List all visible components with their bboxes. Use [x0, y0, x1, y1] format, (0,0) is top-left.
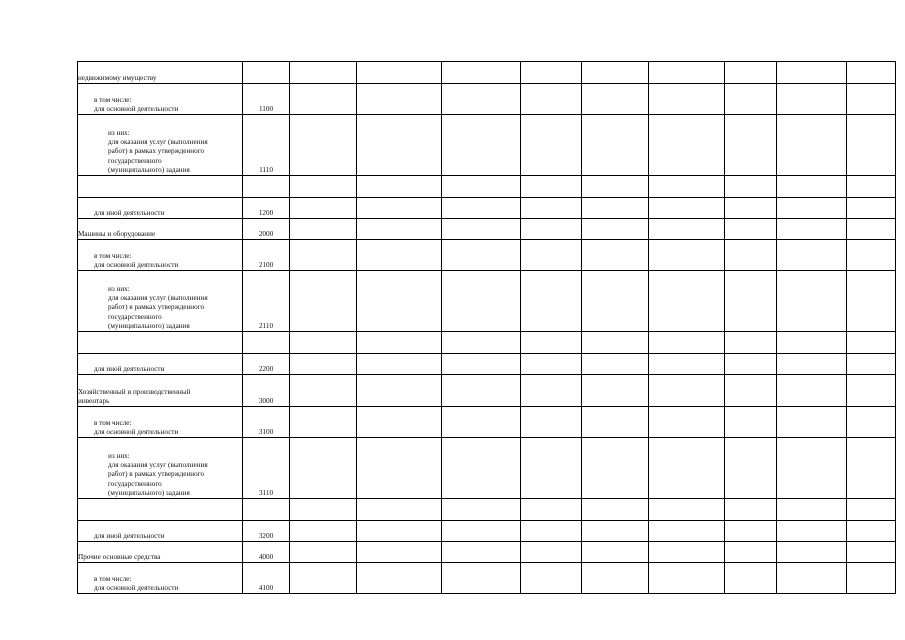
value-cell: [357, 219, 442, 240]
table-row: [78, 542, 896, 563]
value-cell: [290, 332, 357, 354]
value-cell: [649, 332, 725, 354]
value-cell: [725, 271, 777, 332]
row-label-prefix: в том числе:: [94, 574, 132, 583]
row-label-line: работ) в рамках утвержденного: [108, 147, 205, 156]
row-label-line: инвентарь: [78, 396, 110, 405]
row-label-line: для оказания услуг (выполнения: [108, 138, 208, 147]
value-cell: [290, 542, 357, 563]
row-label-line: для оказания услуг (выполнения: [108, 461, 208, 470]
value-cell: [582, 563, 649, 594]
row-label-line: работ) в рамках утвержденного: [108, 303, 205, 312]
row-code-cell: [243, 563, 290, 594]
row-label-text: для иной деятельности: [94, 208, 165, 217]
value-cell: [521, 332, 582, 354]
value-cell: [442, 271, 521, 332]
row-code: 1100: [258, 104, 274, 113]
table-row: [78, 115, 896, 176]
row-label-line: (муниципального) задания: [108, 321, 190, 330]
value-cell: [847, 84, 896, 115]
value-cell: [777, 198, 847, 219]
value-cell: [725, 332, 777, 354]
value-cell: [521, 115, 582, 176]
row-label-cell: [78, 332, 243, 354]
row-label-line: (муниципального) задания: [108, 165, 190, 174]
value-cell: [777, 62, 847, 84]
value-cell: [290, 563, 357, 594]
value-cell: [290, 84, 357, 115]
row-code-cell: [243, 198, 290, 219]
value-cell: [725, 219, 777, 240]
value-cell: [357, 271, 442, 332]
value-cell: [357, 354, 442, 375]
value-cell: [725, 240, 777, 271]
row-label-prefix: в том числе:: [94, 418, 132, 427]
table-row: [78, 354, 896, 375]
row-code: 3200: [258, 531, 274, 540]
value-cell: [847, 332, 896, 354]
value-cell: [442, 240, 521, 271]
value-cell: [582, 115, 649, 176]
value-cell: [725, 521, 777, 542]
row-label-text: для основной деятельности: [94, 260, 179, 269]
row-label-line: Хозяйственный и производственный: [78, 387, 191, 396]
fixed-assets-table: [77, 61, 896, 594]
row-label-line: государственного: [108, 479, 162, 488]
value-cell: [357, 84, 442, 115]
value-cell: [357, 521, 442, 542]
value-cell: [290, 521, 357, 542]
value-cell: [777, 115, 847, 176]
value-cell: [777, 219, 847, 240]
value-cell: [582, 198, 649, 219]
row-code: 4000: [258, 552, 274, 561]
row-code-cell: [243, 438, 290, 499]
row-label-cell: [78, 115, 243, 176]
value-cell: [847, 198, 896, 219]
value-cell: [649, 499, 725, 521]
row-code: 3110: [258, 488, 274, 497]
value-cell: [725, 176, 777, 198]
value-cell: [725, 84, 777, 115]
value-cell: [442, 563, 521, 594]
spacer-row: [78, 332, 896, 354]
value-cell: [582, 219, 649, 240]
value-cell: [442, 499, 521, 521]
value-cell: [777, 240, 847, 271]
value-cell: [582, 499, 649, 521]
row-label: [78, 532, 242, 541]
value-cell: [357, 62, 442, 84]
value-cell: [582, 542, 649, 563]
row-label-cell: [78, 542, 243, 563]
row-label: [78, 74, 242, 83]
value-cell: [847, 115, 896, 176]
value-cell: [582, 438, 649, 499]
spacer-row: [78, 499, 896, 521]
value-cell: [290, 176, 357, 198]
row-label: [78, 209, 242, 218]
row-label-cell: [78, 563, 243, 594]
value-cell: [442, 176, 521, 198]
value-cell: [582, 332, 649, 354]
value-cell: [442, 62, 521, 84]
table-row: [78, 219, 896, 240]
value-cell: [582, 62, 649, 84]
value-cell: [442, 84, 521, 115]
value-cell: [649, 438, 725, 499]
row-label-text: для основной деятельности: [94, 104, 179, 113]
value-cell: [777, 438, 847, 499]
value-cell: [725, 198, 777, 219]
row-label-line: для оказания услуг (выполнения: [108, 294, 208, 303]
row-label-text: Прочие основные средства: [78, 552, 161, 561]
row-label-text: для основной деятельности: [94, 427, 179, 436]
value-cell: [582, 521, 649, 542]
row-label-cell: [78, 62, 243, 84]
value-cell: [290, 198, 357, 219]
value-cell: [649, 240, 725, 271]
value-cell: [521, 521, 582, 542]
value-cell: [725, 542, 777, 563]
value-cell: [649, 521, 725, 542]
value-cell: [290, 115, 357, 176]
value-cell: [777, 499, 847, 521]
row-label: [78, 285, 242, 331]
value-cell: [847, 62, 896, 84]
value-cell: [649, 62, 725, 84]
value-cell: [649, 84, 725, 115]
row-code-cell: [243, 84, 290, 115]
value-cell: [649, 176, 725, 198]
value-cell: [649, 198, 725, 219]
table-row: [78, 438, 896, 499]
row-code: 2200: [258, 364, 274, 373]
value-cell: [582, 271, 649, 332]
value-cell: [442, 542, 521, 563]
table-row: [78, 271, 896, 332]
value-cell: [521, 62, 582, 84]
table-row: [78, 62, 896, 84]
value-cell: [521, 176, 582, 198]
value-cell: [521, 219, 582, 240]
value-cell: [649, 271, 725, 332]
row-label-prefix: из них:: [108, 284, 130, 293]
value-cell: [357, 115, 442, 176]
value-cell: [442, 438, 521, 499]
value-cell: [777, 176, 847, 198]
value-cell: [357, 563, 442, 594]
table-row: [78, 198, 896, 219]
row-label-prefix: из них:: [108, 128, 130, 137]
value-cell: [521, 375, 582, 407]
value-cell: [521, 198, 582, 219]
row-label-cell: [78, 176, 243, 198]
value-cell: [357, 176, 442, 198]
value-cell: [725, 499, 777, 521]
value-cell: [521, 84, 582, 115]
row-label: [78, 96, 242, 114]
row-label-cell: [78, 438, 243, 499]
value-cell: [777, 332, 847, 354]
value-cell: [847, 542, 896, 563]
value-cell: [777, 542, 847, 563]
row-label-line: государственного: [108, 312, 162, 321]
row-code: 3000: [258, 396, 274, 405]
row-code: 3100: [258, 427, 274, 436]
row-code: 1110: [259, 165, 273, 174]
row-code: 2000: [258, 229, 274, 238]
row-code: 2100: [258, 260, 274, 269]
row-label-prefix: в том числе:: [94, 251, 132, 260]
value-cell: [777, 375, 847, 407]
row-label: [78, 129, 242, 175]
table-row: [78, 563, 896, 594]
row-label-line: (муниципального) задания: [108, 488, 190, 497]
value-cell: [847, 407, 896, 438]
row-code: 2110: [258, 321, 274, 330]
value-cell: [582, 176, 649, 198]
value-cell: [847, 240, 896, 271]
value-cell: [521, 499, 582, 521]
value-cell: [777, 521, 847, 542]
row-label-prefix: в том числе:: [94, 95, 132, 104]
row-code-cell: [243, 499, 290, 521]
value-cell: [649, 219, 725, 240]
value-cell: [725, 375, 777, 407]
row-label: [78, 553, 242, 562]
value-cell: [582, 407, 649, 438]
value-cell: [521, 240, 582, 271]
value-cell: [725, 438, 777, 499]
value-cell: [442, 375, 521, 407]
row-code-cell: [243, 115, 290, 176]
row-label: [78, 388, 242, 406]
value-cell: [290, 271, 357, 332]
value-cell: [847, 176, 896, 198]
row-label-text: недвижимому имуществу: [78, 73, 157, 82]
row-label: [78, 252, 242, 270]
value-cell: [290, 375, 357, 407]
row-label-cell: [78, 354, 243, 375]
value-cell: [725, 354, 777, 375]
table-row: [78, 407, 896, 438]
value-cell: [442, 521, 521, 542]
table-body: [78, 62, 896, 594]
value-cell: [777, 271, 847, 332]
row-label-cell: [78, 84, 243, 115]
value-cell: [649, 115, 725, 176]
row-label-cell: [78, 271, 243, 332]
value-cell: [582, 354, 649, 375]
value-cell: [290, 62, 357, 84]
value-cell: [521, 271, 582, 332]
table-row: [78, 84, 896, 115]
row-code-cell: [243, 542, 290, 563]
row-label-text: Машины и оборудование: [78, 229, 156, 238]
value-cell: [847, 354, 896, 375]
row-code-cell: [243, 375, 290, 407]
value-cell: [357, 332, 442, 354]
value-cell: [847, 499, 896, 521]
value-cell: [649, 542, 725, 563]
row-label-line: государственного: [108, 156, 162, 165]
value-cell: [847, 219, 896, 240]
value-cell: [649, 375, 725, 407]
spacer-row: [78, 176, 896, 198]
row-label-cell: [78, 407, 243, 438]
value-cell: [582, 240, 649, 271]
row-code-cell: [243, 407, 290, 438]
value-cell: [521, 438, 582, 499]
value-cell: [649, 407, 725, 438]
value-cell: [290, 240, 357, 271]
row-code-cell: [243, 240, 290, 271]
value-cell: [847, 375, 896, 407]
value-cell: [357, 499, 442, 521]
row-code-cell: [243, 271, 290, 332]
value-cell: [725, 563, 777, 594]
row-code-cell: [243, 332, 290, 354]
value-cell: [777, 563, 847, 594]
row-label-cell: [78, 521, 243, 542]
value-cell: [357, 240, 442, 271]
value-cell: [725, 62, 777, 84]
row-label: [78, 365, 242, 374]
row-code-cell: [243, 219, 290, 240]
row-code-cell: [243, 521, 290, 542]
row-label-prefix: из них:: [108, 451, 130, 460]
value-cell: [521, 542, 582, 563]
row-label-line: работ) в рамках утвержденного: [108, 470, 205, 479]
row-label: [78, 575, 242, 593]
row-code: 1200: [258, 208, 274, 217]
value-cell: [847, 438, 896, 499]
row-label-cell: [78, 198, 243, 219]
value-cell: [357, 438, 442, 499]
row-label-text: для иной деятельности: [94, 364, 165, 373]
value-cell: [521, 407, 582, 438]
value-cell: [725, 115, 777, 176]
value-cell: [521, 354, 582, 375]
value-cell: [777, 354, 847, 375]
value-cell: [290, 438, 357, 499]
table-row: [78, 521, 896, 542]
value-cell: [847, 271, 896, 332]
value-cell: [357, 198, 442, 219]
row-label: [78, 230, 242, 239]
value-cell: [725, 407, 777, 438]
value-cell: [649, 563, 725, 594]
value-cell: [442, 332, 521, 354]
value-cell: [649, 354, 725, 375]
value-cell: [521, 563, 582, 594]
row-label-cell: [78, 219, 243, 240]
value-cell: [290, 354, 357, 375]
value-cell: [442, 354, 521, 375]
value-cell: [847, 521, 896, 542]
row-code-cell: [243, 176, 290, 198]
row-label: [78, 419, 242, 437]
value-cell: [290, 499, 357, 521]
value-cell: [777, 84, 847, 115]
value-cell: [442, 115, 521, 176]
row-code-cell: [243, 62, 290, 84]
value-cell: [442, 198, 521, 219]
value-cell: [357, 375, 442, 407]
row-label-text: для иной деятельности: [94, 531, 165, 540]
row-label-cell: [78, 240, 243, 271]
row-label-text: для основной деятельности: [94, 583, 179, 592]
value-cell: [582, 375, 649, 407]
value-cell: [290, 407, 357, 438]
value-cell: [442, 219, 521, 240]
row-code: 4100: [258, 583, 274, 592]
value-cell: [442, 407, 521, 438]
value-cell: [290, 219, 357, 240]
table-row: [78, 375, 896, 407]
value-cell: [582, 84, 649, 115]
row-label-cell: [78, 375, 243, 407]
value-cell: [847, 563, 896, 594]
value-cell: [357, 542, 442, 563]
row-label-cell: [78, 499, 243, 521]
value-cell: [777, 407, 847, 438]
value-cell: [357, 407, 442, 438]
row-label: [78, 452, 242, 498]
row-code-cell: [243, 354, 290, 375]
table-row: [78, 240, 896, 271]
